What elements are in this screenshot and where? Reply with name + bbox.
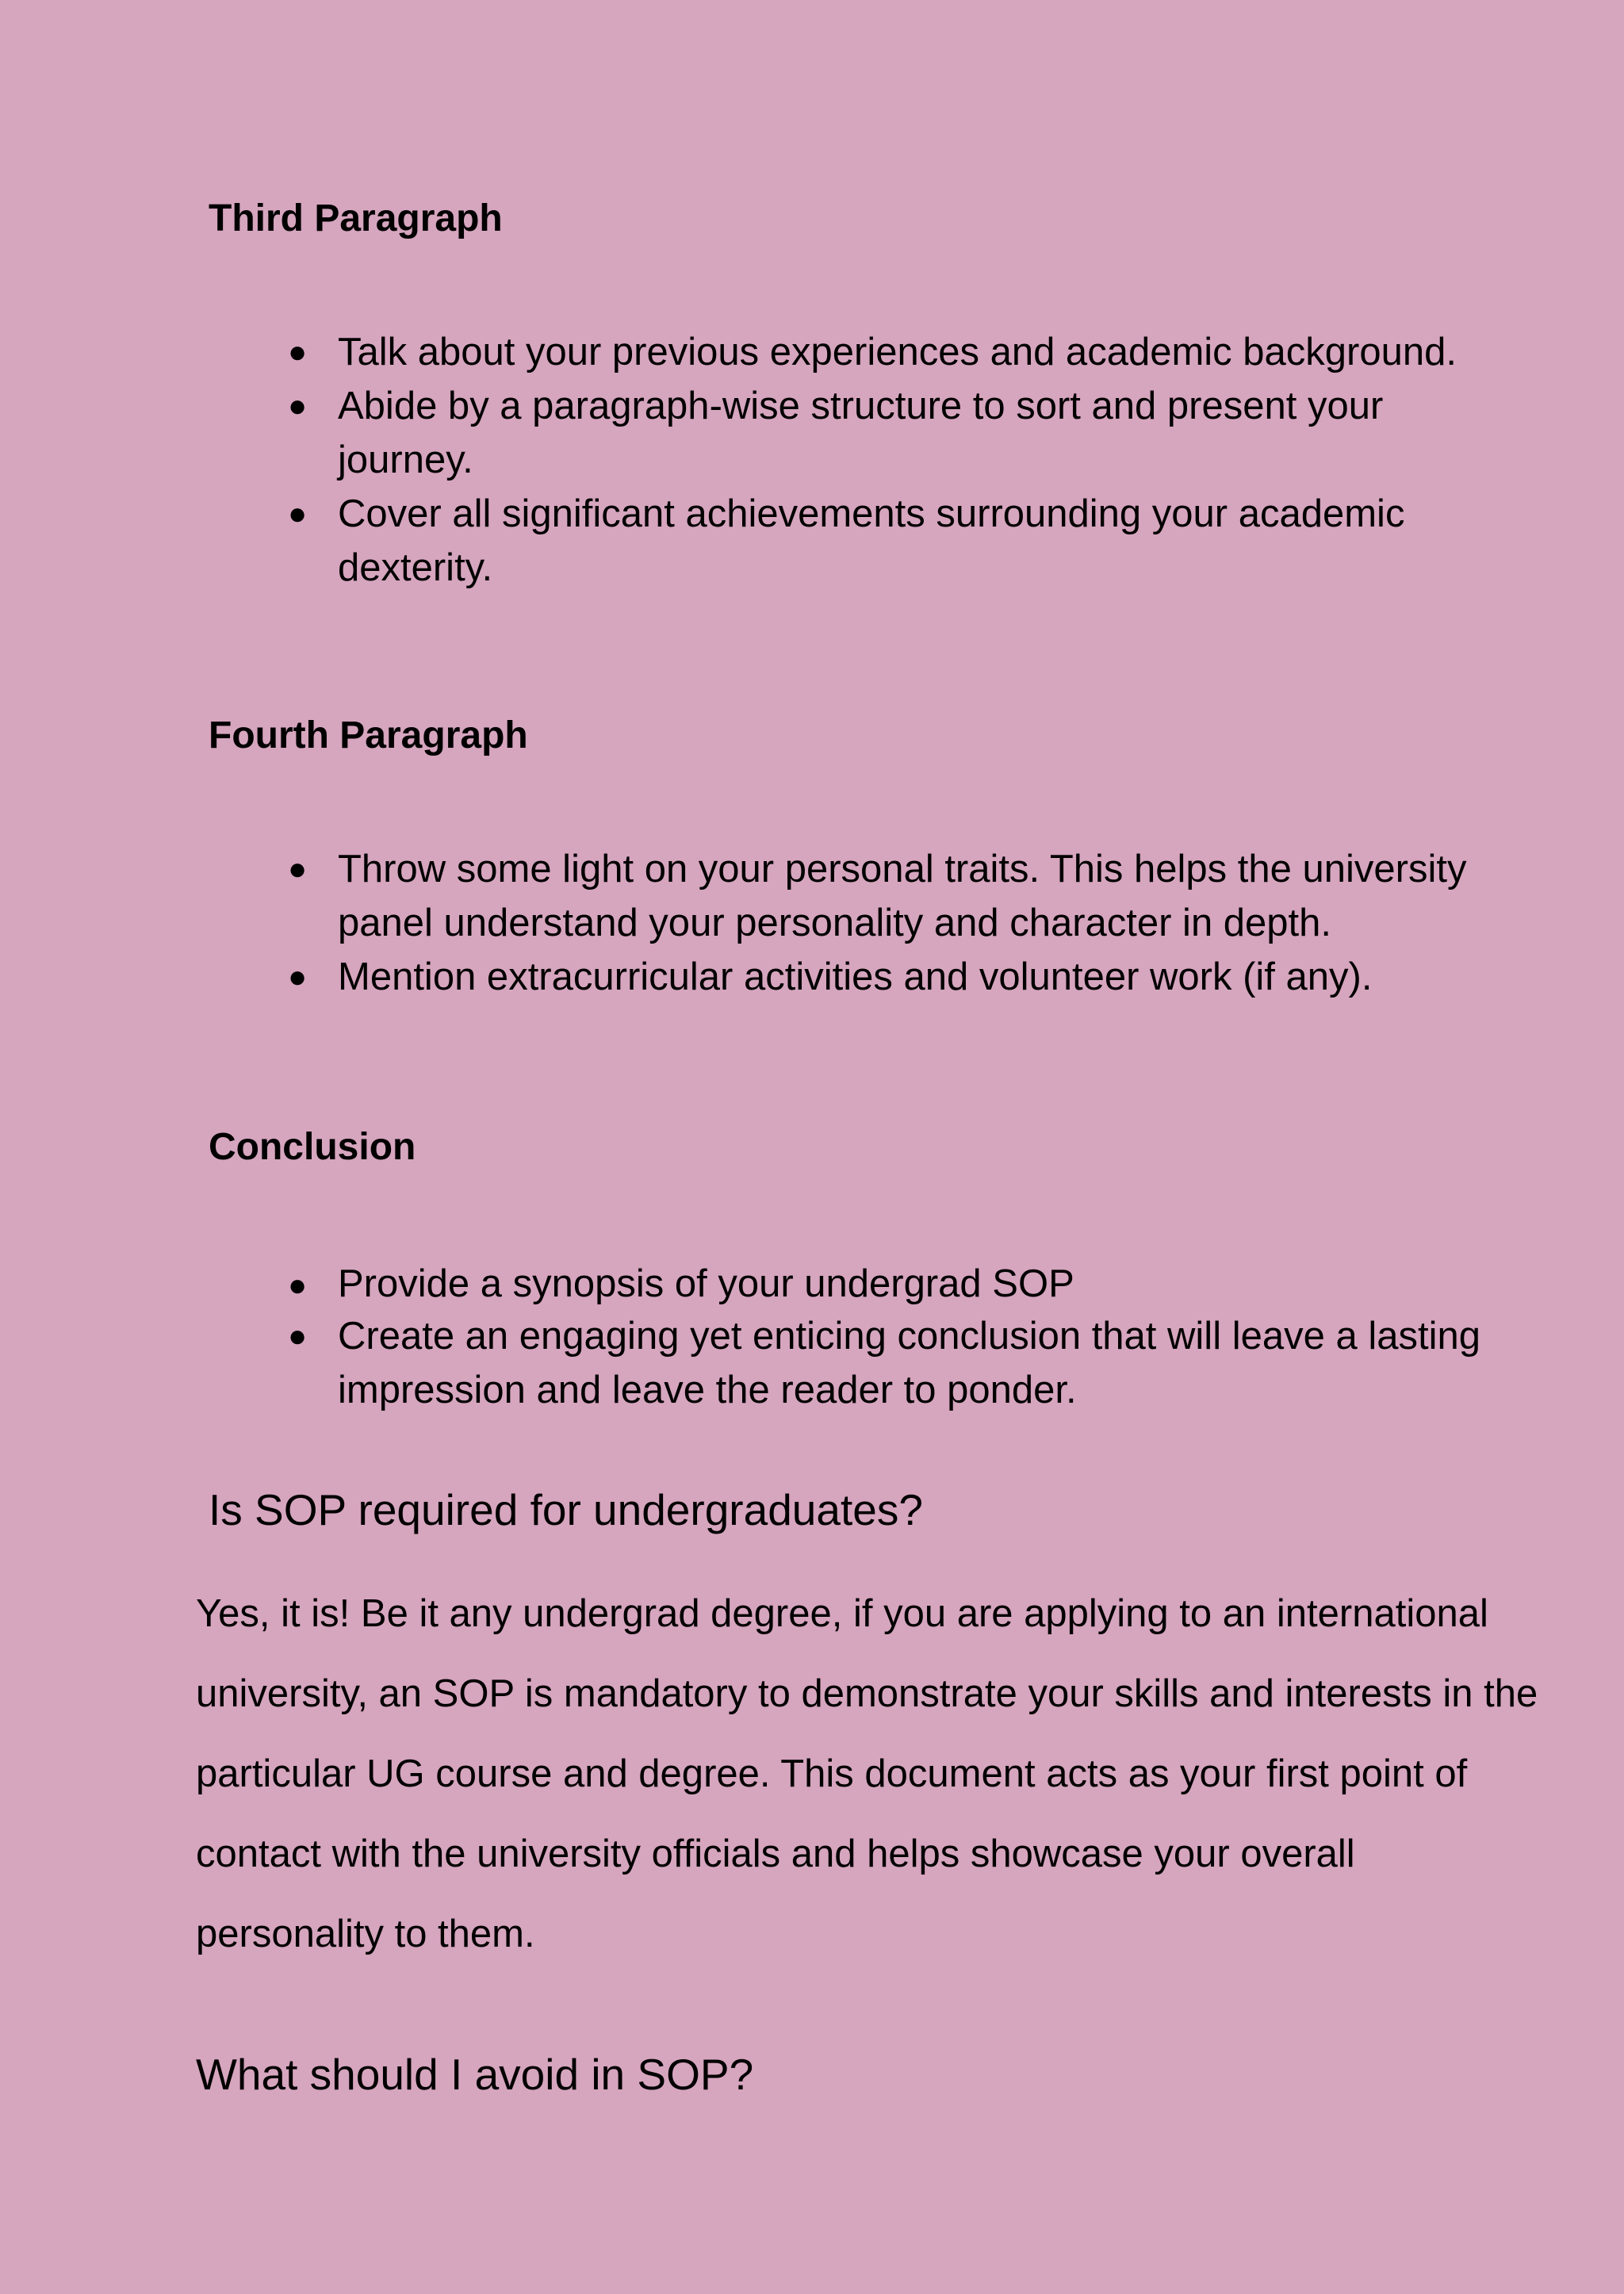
conclusion-heading: Conclusion (209, 1126, 416, 1168)
third-paragraph-list (288, 325, 1525, 595)
list-item: ● Talk about your previous experiences and academic background. (288, 325, 1525, 379)
list-item: ● Mention extracurricular activities and volunteer work (if any). (288, 950, 1525, 1004)
faq-answer-1: Yes, it is! Be it any undergrad degree, if you are applying to an international university, an SOP is mandatory to demonstrate your skills and interests in the particular UG course and degree. This document acts as your first point of contact with the university officials and helps showcase your overall personality to them. (196, 1592, 1538, 1955)
fourth-paragraph-heading: Fourth Paragraph (209, 714, 528, 756)
third-paragraph-heading: Third Paragraph (209, 197, 503, 239)
faq-question-1: Is SOP required for undergraduates? (209, 1485, 923, 1534)
list-item: ● Provide a synopsis of your undergrad SOP (288, 1258, 1525, 1309)
list-item: ● Cover all significant achievements surrounding your academic dexterity. (288, 487, 1525, 595)
list-item: ● Abide by a paragraph-wise structure to sort and present your journey. (288, 379, 1525, 487)
faq-question-2: What should I avoid in SOP? (196, 2050, 754, 2099)
fourth-paragraph-list (288, 842, 1525, 1004)
list-item: ● Throw some light on your personal traits. This helps the university panel understand your personality and character in depth. (288, 842, 1525, 950)
list-item: ● Create an engaging yet enticing conclusion that will leave a lasting impression and leave the reader to ponder. (288, 1309, 1525, 1417)
conclusion-list (288, 1258, 1525, 1417)
